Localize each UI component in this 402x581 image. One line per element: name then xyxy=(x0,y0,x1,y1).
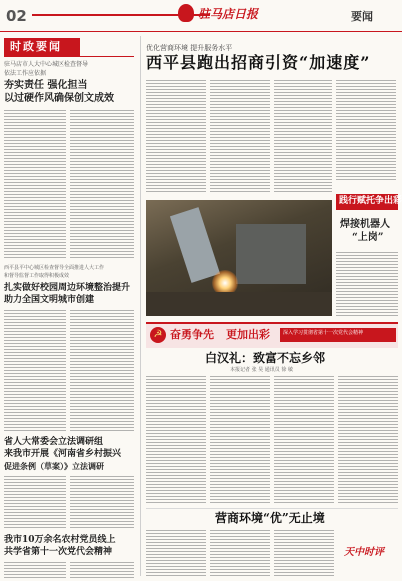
article3-body-left xyxy=(4,476,66,528)
main-body-col4 xyxy=(336,80,396,180)
bottom-body-col3 xyxy=(274,530,334,576)
article3-title2: 来我市开展《河南省乡村振兴 xyxy=(4,449,122,459)
welding-photo xyxy=(146,200,332,316)
article4-body-left xyxy=(4,562,66,578)
feature-body-col2 xyxy=(210,376,270,504)
feature-body-col3 xyxy=(274,376,334,504)
photo-caption-body xyxy=(336,252,398,316)
bottom-body-col2 xyxy=(210,530,270,576)
article2-title1: 扎实做好校园周边环境整治提升 xyxy=(4,283,131,293)
bottom-headline: 营商环境“优”无止境 xyxy=(215,511,325,525)
feature-sub-box xyxy=(280,328,396,342)
masthead-title: 驻马店日报 xyxy=(198,7,259,21)
section-label: 要闻 xyxy=(351,10,373,23)
article1-kicker2: 依法工作应依据 xyxy=(4,70,47,77)
photo-welding-arm xyxy=(170,207,220,283)
tab-news xyxy=(4,38,80,56)
article2-title2: 助力全国文明城市创建 xyxy=(4,295,95,305)
main-headline: 西平县跑出招商引资“加速度” xyxy=(146,53,371,72)
banner xyxy=(336,194,402,210)
feature-sub: 深入学习贯彻省第十一次党代会精神 xyxy=(283,330,364,336)
header-divider xyxy=(0,31,402,32)
article3-title1: 省人大常委会立法调研组 xyxy=(4,437,104,447)
main-body-col3 xyxy=(274,80,332,192)
article2-kicker: 西平县平中心城区检查督导全面推进人大工作 xyxy=(4,265,105,271)
tab-underline xyxy=(4,56,134,57)
feature-body-col1 xyxy=(146,376,206,504)
party-emblem-icon: ☭ xyxy=(150,327,166,343)
feature-body-col4 xyxy=(338,376,398,504)
photo-floor xyxy=(146,292,332,316)
article4-body-right xyxy=(70,562,134,578)
article2-kicker2: 和督导监督工作取得积极成效 xyxy=(4,273,70,279)
article4-title1: 我市10万余名农村党员线上 xyxy=(4,535,116,545)
commentary-logo-text: 天中时评 xyxy=(344,547,384,558)
main-body-col2 xyxy=(210,80,270,192)
banner-label: 践行赋托争出彩 xyxy=(339,196,402,206)
article3-title3: 促进条例（草案）》立法调研 xyxy=(4,461,104,471)
article1-body-left xyxy=(4,110,66,258)
main-body-col1 xyxy=(146,80,206,192)
bottom-body-col1 xyxy=(146,530,206,576)
feature-byline: 本报记者 张 昊 通讯员 徐 敏 xyxy=(230,367,293,373)
article4-title2: 共学省第十一次党代会精神 xyxy=(4,547,113,557)
article1-title1: 夯实责任 强化担当 xyxy=(4,80,88,91)
article1-title2: 以过硬作风确保创文成效 xyxy=(4,93,114,104)
page-header xyxy=(0,0,402,32)
slogan2: 更加出彩 xyxy=(226,328,270,341)
main-kicker: 优化营商环境 提升服务水平 xyxy=(146,44,233,52)
article2-body-right xyxy=(70,310,134,432)
slogan1: 奋勇争先 xyxy=(170,328,214,341)
article3-body-right xyxy=(70,476,134,528)
photo-caption2: “上岗” xyxy=(352,232,384,243)
page-number: 02 xyxy=(6,7,27,25)
feature-title: 白汉礼：致富不忘乡邻 xyxy=(205,351,326,365)
article1-body-right xyxy=(70,110,134,258)
left-column xyxy=(0,34,138,581)
article2-body-left xyxy=(4,310,66,432)
commentary-logo xyxy=(340,538,398,574)
article1-kicker: 驻马店市人大中心城区检查督导 xyxy=(4,61,89,68)
masthead-logo xyxy=(178,4,194,22)
photo-machine xyxy=(236,224,306,284)
bottom-divider xyxy=(146,508,398,509)
photo-caption1: 焊接机器人 xyxy=(340,219,390,230)
feature-banner xyxy=(146,322,398,348)
column-divider xyxy=(140,36,141,576)
tab-news-label: 时政要闻 xyxy=(10,40,62,53)
